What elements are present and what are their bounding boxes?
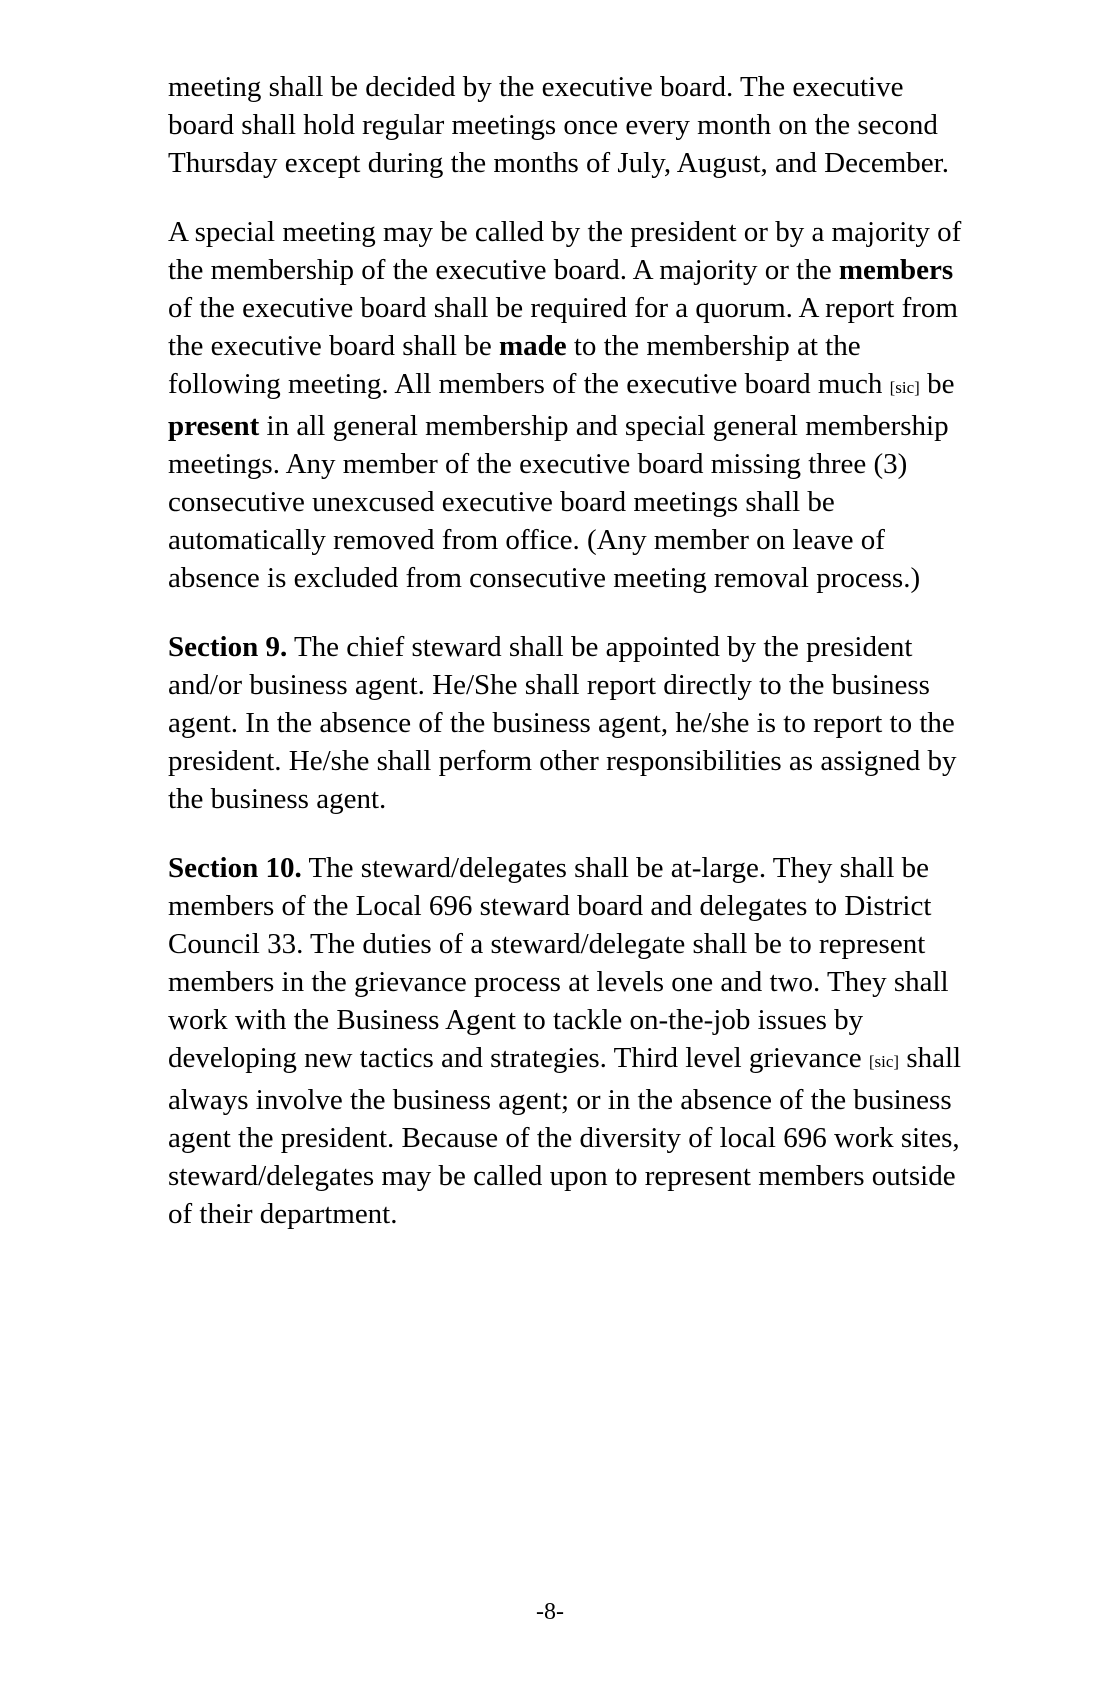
document-page bbox=[168, 68, 968, 1264]
paragraph-text: be bbox=[919, 368, 955, 400]
section-9-paragraph bbox=[168, 628, 968, 818]
paragraph-text: of the executive board shall be required for a quorum. A report from the executive board shall be bbox=[168, 292, 958, 362]
paragraph-text: in all general membership and special general membership meetings. Any member of the executive board missing three (3) consecutive unexcused executive board meetings shall be automatically removed from office. (Any member on leave of absence is excluded from consecutive meeting removal process.) bbox=[168, 410, 949, 594]
bold-term-members: members bbox=[838, 254, 954, 286]
page-number: -8- bbox=[536, 1599, 564, 1625]
paragraph-text: The steward/delegates shall be at-large. They shall be members of the Local 696 steward board and delegates to District Council 33. The duties of a steward/delegate shall be to represent members in the grievance process at levels one and two. They shall work with the Business Agent to tackle on-the-job issues by developing new tactics and strategies. Third level grievance bbox=[168, 852, 949, 1074]
sic-annotation: [sic] bbox=[889, 378, 920, 397]
section-10-heading: Section 10. bbox=[168, 852, 302, 884]
section-9-heading: Section 9. bbox=[168, 631, 288, 663]
paragraph-executive-board-meetings bbox=[168, 68, 968, 182]
bold-term-made: made bbox=[498, 330, 567, 362]
paragraph-text: The chief steward shall be appointed by the president and/or business agent. He/She shall report directly to the business agent. In the absence of the business agent, he/she is to report to the president. He/she shall perform other responsibilities as assigned by the business agent. bbox=[168, 631, 957, 815]
paragraph-text: shall always involve the business agent; or in the absence of the business agent the president. Because of the diversity of local 696 work sites, steward/delegates may be called upon to represent members outside of their department. bbox=[168, 1042, 962, 1230]
paragraph-text: A special meeting may be called by the president or by a majority of the membership of the executive board. A majority or the bbox=[168, 216, 962, 286]
sic-annotation: [sic] bbox=[868, 1052, 900, 1071]
paragraph-special-meeting bbox=[168, 213, 968, 597]
paragraph-text: to the membership at the following meeting. All members of the executive board much bbox=[168, 330, 890, 400]
paragraph-text: meeting shall be decided by the executive board. The executive board shall hold regular meetings once every month on the second Thursday except during the months of July, August, and December. bbox=[168, 71, 949, 179]
bold-term-present: present bbox=[168, 410, 260, 442]
section-10-paragraph bbox=[168, 849, 968, 1233]
